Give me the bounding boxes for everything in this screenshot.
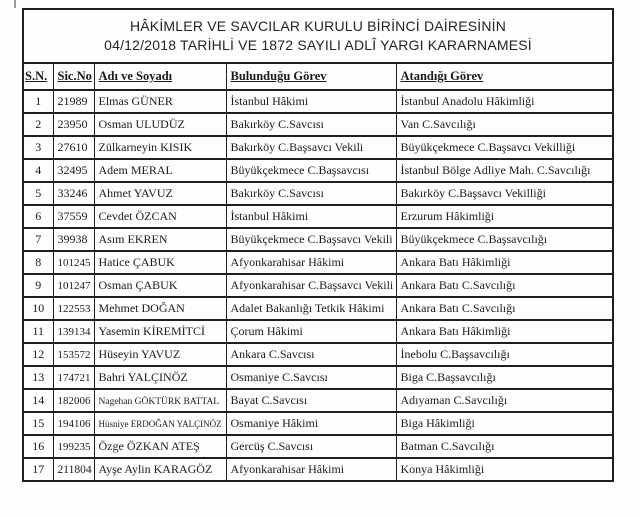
cell-assigned-post: Bakırköy C.Başsavcı Vekilliği [396,182,613,205]
cell-sn: 8 [23,251,53,274]
cell-sicil-no: 122553 [53,297,94,320]
cell-assigned-post: Büyükçekmece C.Başsavcılığı [396,228,613,251]
cell-assigned-post: Batman C.Savcılığı [396,435,613,458]
cell-sn: 5 [23,182,53,205]
decree-title-line2: 04/12/2018 TARİHLİ VE 1872 SAYILI ADLÎ YARGI KARARNAMESİ [104,37,532,53]
cell-assigned-post: İnebolu C.Başsavcılığı [396,343,613,366]
cell-sn: 2 [23,113,53,136]
cell-name: Ayşe Aylin KARAGÖZ [94,458,226,481]
cell-sicil-no: 194106 [53,412,94,435]
cell-current-post: Büyükçekmece C.Başsavcısı [226,159,396,182]
cell-current-post: Büyükçekmece C.Başsavcı Vekili [226,228,396,251]
cell-name: Nagehan GÖKTÜRK BATTAL [94,389,226,412]
cell-sicil-no: 139134 [53,320,94,343]
cell-current-post: Bakırköy C.Başsavcı Vekili [226,136,396,159]
table-row [23,182,613,205]
cell-current-post: Çorum Hâkimi [226,320,396,343]
column-header-assigned-post: Atandığı Görev [396,63,613,90]
cell-assigned-post: Ankara Batı Hâkimliği [396,320,613,343]
cell-sicil-no: 33246 [53,182,94,205]
cell-sn: 10 [23,297,53,320]
table-row [23,297,613,320]
table-row [23,205,613,228]
cell-name: Adem MERAL [94,159,226,182]
table-row [23,251,613,274]
cell-current-post: Afyonkarahisar Hâkimi [226,458,396,481]
cell-name: Elmas GÜNER [94,90,226,113]
cell-current-post: Adalet Bakanlığı Tetkik Hâkimi [226,297,396,320]
cell-name: Zülkarneyin KISIK [94,136,226,159]
table-row [23,136,613,159]
cell-sicil-no: 101245 [53,251,94,274]
table-row [23,159,613,182]
cell-current-post: İstanbul Hâkimi [226,90,396,113]
decree-title [23,9,613,63]
cell-current-post: Bayat C.Savcısı [226,389,396,412]
cell-name: Cevdet ÖZCAN [94,205,226,228]
cell-sicil-no: 199235 [53,435,94,458]
cell-name: Hatice ÇABUK [94,251,226,274]
cell-assigned-post: İstanbul Bölge Adliye Mah. C.Savcılığı [396,159,613,182]
cell-name: Hüseyin YAVUZ [94,343,226,366]
table-row [23,389,613,412]
column-header-sn: S.N. [23,63,53,90]
table-row [23,343,613,366]
cell-sn: 7 [23,228,53,251]
cell-sicil-no: 153572 [53,343,94,366]
cell-sicil-no: 37559 [53,205,94,228]
cell-name: Asım EKREN [94,228,226,251]
cell-name: Osman ÇABUK [94,274,226,297]
cell-assigned-post: Van C.Savcılığı [396,113,613,136]
cell-current-post: Osmaniye C.Savcısı [226,366,396,389]
cell-name: Hüsniye ERDOĞAN YALÇINÖZ [94,412,226,435]
table-row [23,320,613,343]
cell-sn: 16 [23,435,53,458]
cell-assigned-post: Biga C.Başsavcılığı [396,366,613,389]
table-row [23,113,613,136]
cell-sn: 14 [23,389,53,412]
cell-assigned-post: Adıyaman C.Savcılığı [396,389,613,412]
cell-sn: 3 [23,136,53,159]
table-row [23,435,613,458]
cell-sn: 9 [23,274,53,297]
cell-sn: 11 [23,320,53,343]
table-row [23,366,613,389]
table-row [23,228,613,251]
cell-name: Bahri YALÇINÖZ [94,366,226,389]
cell-current-post: Afyonkarahisar Hâkimi [226,251,396,274]
cell-sicil-no: 211804 [53,458,94,481]
cell-sn: 13 [23,366,53,389]
cell-current-post: Bakırköy C.Savcısı [226,182,396,205]
cell-sicil-no: 101247 [53,274,94,297]
cell-assigned-post: İstanbul Anadolu Hâkimliği [396,90,613,113]
decree-title-line1: HÂKİMLER VE SAVCILAR KURULU BİRİNCİ DAİRESİNİN [129,18,507,34]
cell-assigned-post: Büyükçekmece C.Başsavcı Vekilliği [396,136,613,159]
cell-sicil-no: 32495 [53,159,94,182]
cell-name: Yasemin KİREMİTCİ [94,320,226,343]
cell-assigned-post: Konya Hâkimliği [396,458,613,481]
cell-sicil-no: 39938 [53,228,94,251]
cell-name: Özge ÖZKAN ATEŞ [94,435,226,458]
cell-sicil-no: 27610 [53,136,94,159]
cell-current-post: Bakırköy C.Savcısı [226,113,396,136]
cell-sn: 1 [23,90,53,113]
table-row [23,90,613,113]
cell-sn: 4 [23,159,53,182]
table-body [23,90,613,481]
column-header-current-post: Bulunduğu Görev [226,63,396,90]
cell-sicil-no: 21989 [53,90,94,113]
cell-assigned-post: Biga Hâkimliği [396,412,613,435]
column-header-sicil-no: Sic.No [53,63,94,90]
cell-sicil-no: 182006 [53,389,94,412]
decree-table [22,8,614,482]
cell-current-post: Ankara C.Savcısı [226,343,396,366]
cell-assigned-post: Erzurum Hâkimliği [396,205,613,228]
cell-sn: 12 [23,343,53,366]
cell-assigned-post: Ankara Batı C.Savcılığı [396,274,613,297]
table-row [23,458,613,481]
cell-sn: 17 [23,458,53,481]
table-row [23,412,613,435]
header-row [23,63,613,90]
cell-assigned-post: Ankara Batı Hâkimliği [396,251,613,274]
table-row [23,274,613,297]
cell-assigned-post: Ankara Batı C.Savcılığı [396,297,613,320]
title-row [23,9,613,63]
cell-current-post: Afyonkarahisar C.Başsavcı Vekili [226,274,396,297]
cell-sicil-no: 23950 [53,113,94,136]
scan-artifact [14,0,16,8]
cell-current-post: Osmaniye Hâkimi [226,412,396,435]
cell-current-post: Gercüş C.Savcısı [226,435,396,458]
cell-sn: 15 [23,412,53,435]
cell-sicil-no: 174721 [53,366,94,389]
cell-current-post: İstanbul Hâkimi [226,205,396,228]
cell-name: Ahmet YAVUZ [94,182,226,205]
column-header-name: Adı ve Soyadı [94,63,226,90]
cell-name: Mehmet DOĞAN [94,297,226,320]
cell-sn: 6 [23,205,53,228]
cell-name: Osman ULUDÜZ [94,113,226,136]
